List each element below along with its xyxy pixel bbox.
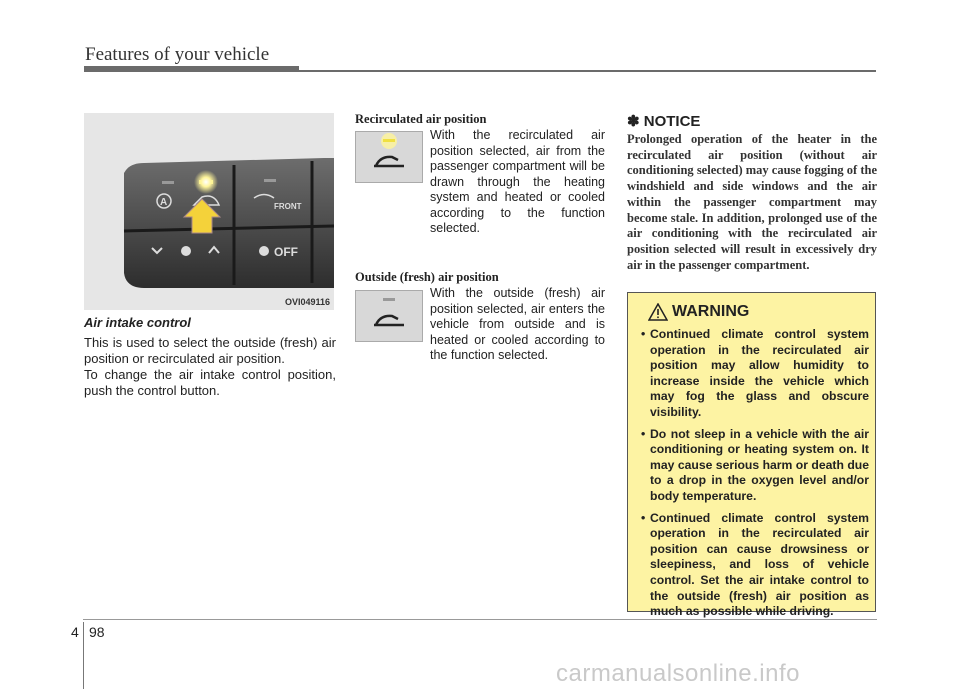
recirculated-text: With the recirculated air position selected, air from the passenger compartment will be drawn through the heating system and heated or cooled according to the function selected.: [430, 128, 605, 235]
footer-divider: [83, 622, 84, 689]
watermark: carmanualsonline.info: [556, 660, 800, 687]
svg-text:A: A: [160, 197, 168, 208]
warning-item: • Do not sleep in a vehicle with the air conditioning or heating system on. It may cause serious harm or death due to a drop in the oxygen level and/or body temperature.: [641, 426, 869, 503]
page-number: 98: [89, 624, 105, 640]
recirculated-heading: Recirculated air position: [355, 112, 487, 126]
chapter-number: 4: [71, 624, 79, 640]
page-header-title: Features of your vehicle: [85, 44, 270, 65]
control-panel-figure: [84, 113, 334, 310]
fresh-air-icon: [356, 291, 422, 341]
notice-text: Prolonged operation of the heater in the recirculated air position (without air conditioning selected) may cause fogging of the windshield and side windows and the air within the passenger compartment may become stale. In addition, prolonged use of the air conditioning with the recirculated air position selected will result in excessively dry air in the passenger compartment.: [627, 132, 877, 272]
fresh-button-icon: [355, 290, 423, 342]
warning-item: • Continued climate control system operation in the recirculated air position can cause drowsiness or sleepiness, and loss of vehicle control. Set the air intake control to the outside (fresh) air position as much as possible while driving.: [641, 510, 869, 619]
section-title: Air intake control: [84, 315, 191, 330]
warning-box: [627, 292, 876, 619]
off-label: OFF: [274, 245, 298, 259]
figure-caption: OVI049116: [284, 297, 330, 307]
recirculate-icon: [356, 132, 422, 182]
warning-title: WARNING: [672, 303, 750, 320]
header-rule: [84, 70, 876, 72]
notice-title: ✽ NOTICE: [627, 113, 701, 130]
warning-header: [648, 303, 749, 321]
warning-list: [636, 327, 869, 626]
front-label: FRONT: [274, 202, 302, 211]
fresh-text: With the outside (fresh) air position selected, air enters the vehicle from outside and is heated or cooled according to the function selected.: [430, 286, 605, 362]
instruction-paragraph: To change the air intake control position, push the control button.: [84, 367, 336, 398]
intro-paragraph: This is used to select the outside (fresh) air position or recirculated air position.: [84, 335, 336, 366]
warning-triangle-icon: [648, 303, 668, 321]
warning-item: • Continued climate control system operation in the recirculated air position may allow humidity to increase inside the vehicle which may fog the glass and obscure visibility.: [641, 327, 869, 419]
control-panel-illustration: [84, 113, 334, 310]
footer-rule: [83, 619, 877, 620]
fresh-heading: Outside (fresh) air position: [355, 270, 499, 284]
recirculated-button-icon: [355, 131, 423, 183]
